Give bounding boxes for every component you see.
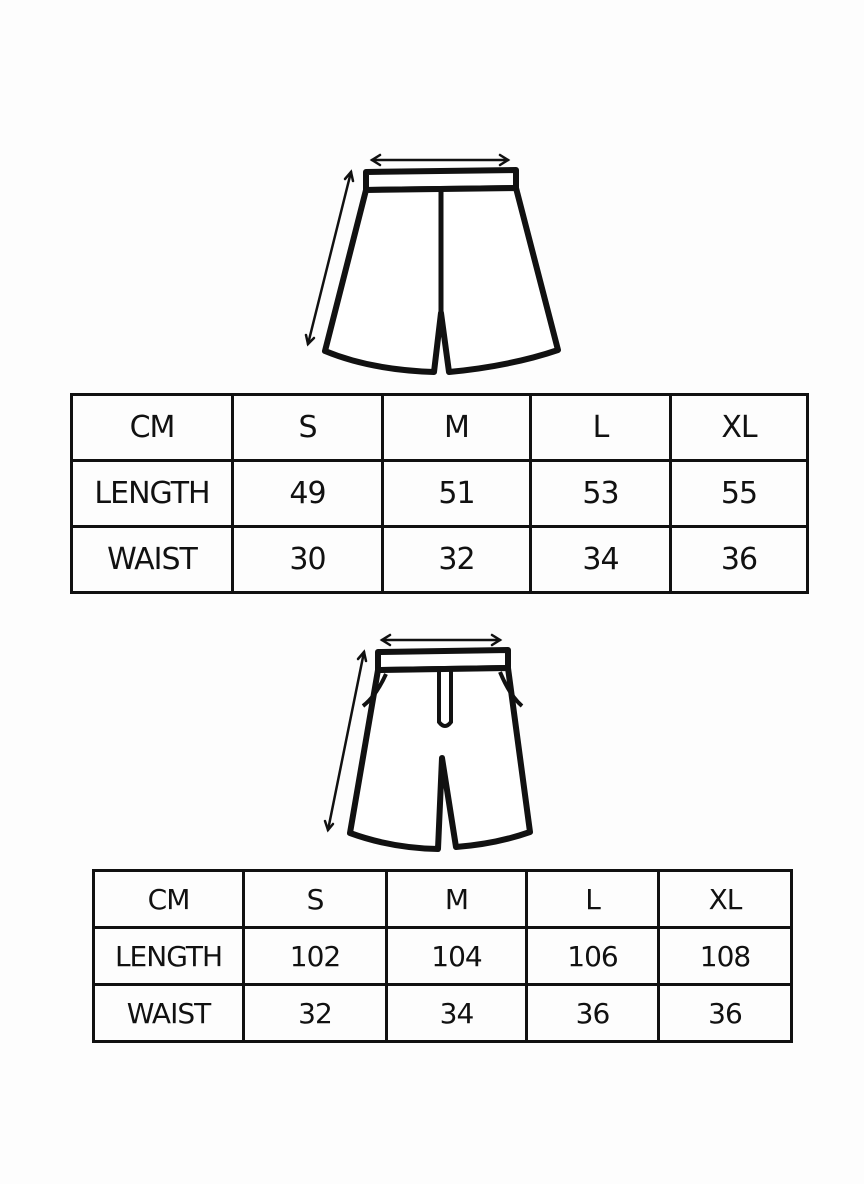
table-cell: 49 <box>233 461 383 527</box>
table-header-cell: S <box>244 871 387 928</box>
table-cell: 34 <box>387 985 527 1042</box>
shorts-diagram-2 <box>316 626 546 856</box>
table-header-cell: L <box>527 871 659 928</box>
long-shorts-icon <box>316 626 546 856</box>
table-header-cell: CM <box>94 871 244 928</box>
table-cell: 102 <box>244 928 387 985</box>
table-cell: 51 <box>383 461 531 527</box>
size-table-shorts <box>70 393 809 594</box>
table-header-cell: L <box>531 395 671 461</box>
row-label: WAIST <box>72 527 233 593</box>
table-header-row <box>72 395 808 461</box>
table-cell: 55 <box>671 461 808 527</box>
row-label: WAIST <box>94 985 244 1042</box>
table-cell: 104 <box>387 928 527 985</box>
table-header-cell: CM <box>72 395 233 461</box>
table-cell: 53 <box>531 461 671 527</box>
table-header-cell: XL <box>659 871 792 928</box>
table-cell: 32 <box>244 985 387 1042</box>
size-table-long-shorts <box>92 869 793 1043</box>
table-header-cell: S <box>233 395 383 461</box>
row-label: LENGTH <box>94 928 244 985</box>
table-header-cell: XL <box>671 395 808 461</box>
table-cell: 32 <box>383 527 531 593</box>
row-label: LENGTH <box>72 461 233 527</box>
table-header-row <box>94 871 792 928</box>
table-header-cell: M <box>387 871 527 928</box>
table-row <box>72 527 808 593</box>
waist-width-arrow-icon <box>372 155 508 165</box>
shorts-diagram-1 <box>296 148 566 383</box>
table-cell: 36 <box>671 527 808 593</box>
table-cell: 106 <box>527 928 659 985</box>
table-cell: 36 <box>659 985 792 1042</box>
table-cell: 36 <box>527 985 659 1042</box>
table-cell: 30 <box>233 527 383 593</box>
waist-width-arrow-icon <box>382 635 500 645</box>
table-row <box>94 928 792 985</box>
shorts-icon <box>296 148 566 383</box>
table-cell: 34 <box>531 527 671 593</box>
table-row <box>72 461 808 527</box>
table-header-cell: M <box>383 395 531 461</box>
table-cell: 108 <box>659 928 792 985</box>
table-row <box>94 985 792 1042</box>
